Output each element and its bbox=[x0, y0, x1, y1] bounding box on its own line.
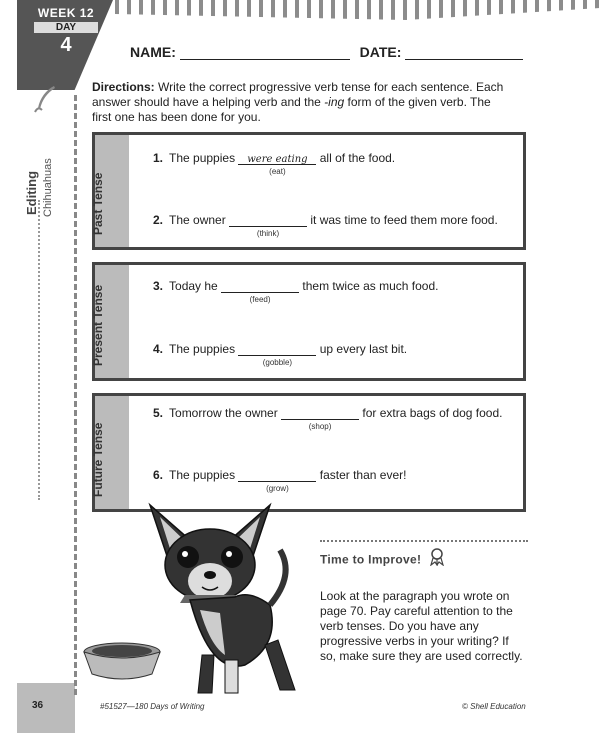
footer-publisher: © Shell Education bbox=[462, 702, 526, 711]
sidebar-divider bbox=[74, 95, 77, 695]
page-number: 36 bbox=[32, 700, 44, 711]
item-before: Tomorrow the owner bbox=[169, 406, 282, 420]
section-label: Future Tense bbox=[91, 422, 105, 497]
date-label: DATE: bbox=[359, 44, 402, 60]
skill-topic: Chihuahuas bbox=[42, 158, 54, 217]
improve-divider bbox=[320, 540, 528, 542]
verb-hint: (gobble) bbox=[262, 358, 293, 367]
section-tab bbox=[91, 135, 129, 247]
item-before: The puppies bbox=[169, 468, 239, 482]
section-present-tense bbox=[92, 262, 526, 381]
item-number: 4. bbox=[153, 342, 164, 356]
directions-lead: Directions: bbox=[92, 80, 155, 94]
answer-blank[interactable] bbox=[229, 213, 307, 238]
exercise-item bbox=[153, 406, 503, 431]
answer-blank[interactable] bbox=[238, 468, 316, 493]
time-to-improve-box bbox=[320, 540, 528, 664]
answer-blank[interactable] bbox=[221, 279, 299, 304]
footer-catalog: #51527—180 Days of Writing bbox=[100, 702, 205, 711]
item-after: for extra bags of dog food. bbox=[359, 406, 503, 420]
item-number: 5. bbox=[153, 406, 164, 420]
day-label: DAY bbox=[34, 22, 98, 33]
section-past-tense bbox=[92, 132, 526, 250]
section-label: Past Tense bbox=[91, 172, 105, 235]
item-number: 6. bbox=[153, 468, 164, 482]
skill-title: Editing bbox=[24, 170, 39, 215]
item-after: up every last bit. bbox=[316, 342, 408, 356]
directions bbox=[92, 80, 512, 125]
pen-quill-icon bbox=[32, 84, 58, 120]
verb-hint: (think) bbox=[256, 229, 280, 238]
improve-title: Time to Improve! bbox=[320, 552, 422, 567]
sidebar-dotted-line bbox=[38, 200, 40, 500]
sidebar bbox=[0, 0, 95, 733]
item-after: them twice as much food. bbox=[299, 279, 439, 293]
week-day-banner bbox=[22, 0, 110, 62]
verb-hint: (shop) bbox=[308, 422, 332, 431]
item-after: faster than ever! bbox=[316, 468, 407, 482]
answer-text: were eating bbox=[247, 154, 308, 165]
improve-text: Look at the paragraph you wrote on page 70. Pay careful attention to the verb tenses. Do you have any progressive verbs in your writing? If so, make sure they are used correctly. bbox=[320, 589, 523, 663]
fence-decoration bbox=[115, 0, 600, 20]
item-after: all of the food. bbox=[316, 151, 396, 165]
name-date-header bbox=[130, 44, 523, 60]
section-tab bbox=[91, 396, 129, 509]
item-number: 1. bbox=[153, 151, 164, 165]
directions-text-2: form of the given verb. The first one has been done for you. bbox=[92, 95, 491, 124]
item-before: Today he bbox=[169, 279, 222, 293]
page-number-tab bbox=[17, 683, 75, 733]
verb-hint: (eat) bbox=[269, 167, 286, 176]
directions-text-1: Write the correct progressive verb tense for each sentence. Each answer should have a helping verb and the bbox=[92, 80, 504, 109]
name-label: NAME: bbox=[130, 44, 176, 60]
skill-label-group bbox=[22, 127, 72, 227]
food-bowl-icon bbox=[78, 640, 166, 682]
exercise-item bbox=[153, 279, 439, 304]
section-tab bbox=[91, 265, 129, 378]
answer-blank[interactable] bbox=[238, 342, 316, 367]
item-number: 2. bbox=[153, 213, 164, 227]
answer-blank[interactable] bbox=[238, 151, 316, 176]
answer-blank[interactable] bbox=[281, 406, 359, 431]
section-label: Present Tense bbox=[91, 284, 105, 366]
item-after: it was time to feed them more food. bbox=[307, 213, 498, 227]
verb-hint: (feed) bbox=[249, 295, 271, 304]
item-number: 3. bbox=[153, 279, 164, 293]
exercise-item bbox=[153, 151, 396, 176]
item-before: The puppies bbox=[169, 151, 239, 165]
exercise-item bbox=[153, 213, 498, 238]
award-ribbon-icon bbox=[430, 548, 444, 571]
item-before: The owner bbox=[169, 213, 230, 227]
day-number: 4 bbox=[60, 34, 72, 56]
item-before: The puppies bbox=[169, 342, 239, 356]
exercise-item bbox=[153, 468, 407, 493]
exercise-item bbox=[153, 342, 408, 367]
directions-italic: -ing bbox=[324, 95, 345, 109]
date-field[interactable] bbox=[405, 46, 523, 60]
name-field[interactable] bbox=[180, 46, 350, 60]
verb-hint: (grow) bbox=[266, 484, 289, 493]
week-label: WEEK 12 bbox=[37, 6, 95, 20]
